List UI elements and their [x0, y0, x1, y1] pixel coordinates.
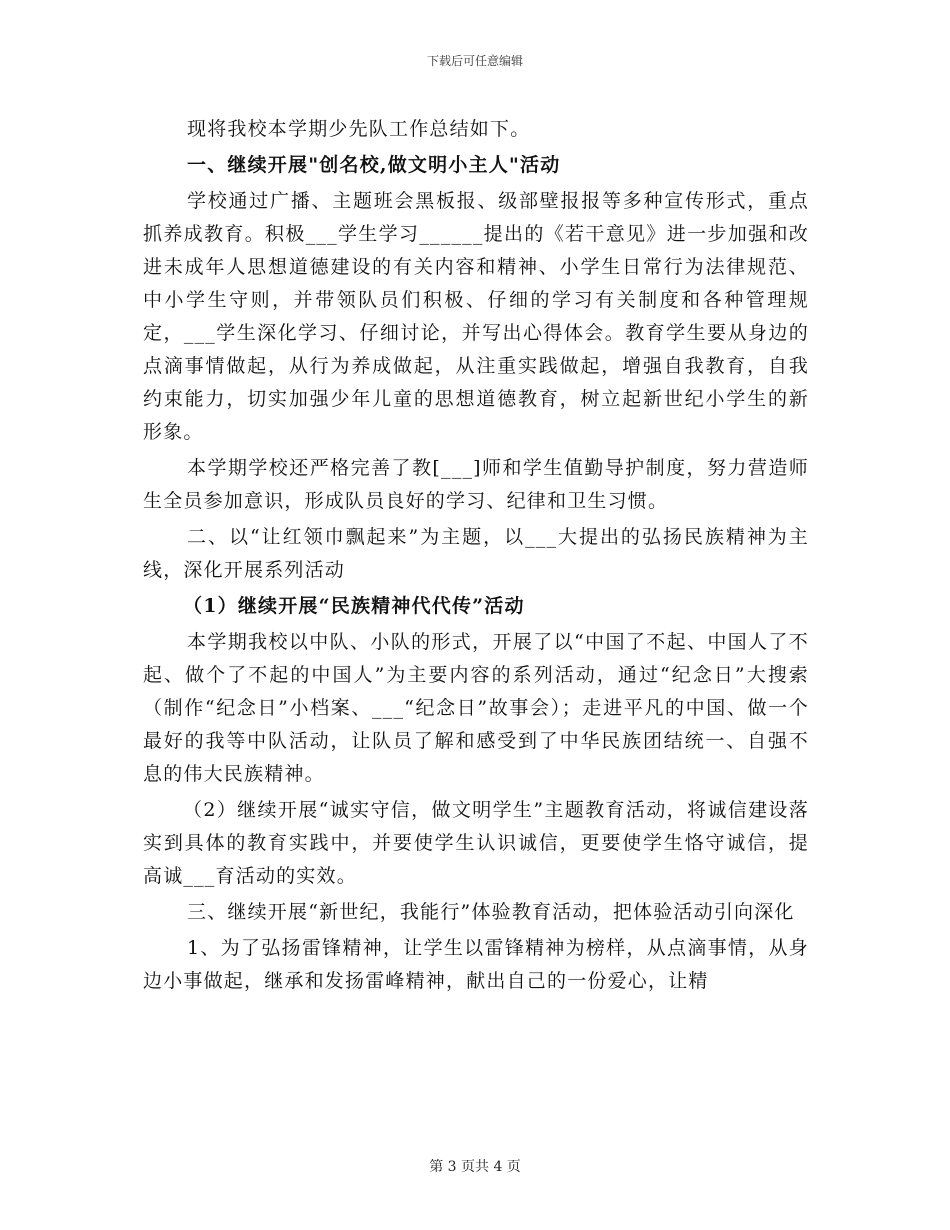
- section-heading-3: 三、继续开展“新世纪，我能行”体验教育活动，把体验活动引向深化: [187, 901, 795, 923]
- body-paragraph: 学校通过广播、主题班会黑板报、级部壁报报等多种宣传形式，重点抓养成教育。积极___学生学习______提出的《若干意见》进一步加强和改进未成年人思想道德建设的有关内容和精神、小学生日常行为法律规范、中小学生守则，并带领队员们积极、仔细的学习有关制度和各种管理规定，___学生深化学习、仔细讨论，并写出心得体会。教育学生要从身边的点滴事情做起，从行为养成做起，从注重实践做起，增强自我教育，自我约束能力，切实加强少年儿童的思想道德教育，树立起新世纪小学生的新形象。: [143, 190, 809, 443]
- page-header: 下载后可任意编辑: [426, 54, 523, 68]
- section-heading-2: 二、以“让红领巾飘起来”为主题，以___大提出的弘扬民族精神为主线，深化开展系列活动: [143, 526, 809, 581]
- section-heading-1: 一、继续开展"创名校,做文明小主人"活动: [187, 154, 561, 176]
- body-paragraph: 1、为了弘扬雷锋精神，让学生以雷锋精神为榜样，从点滴事情，从身边小事做起，继承和发扬雷峰精神，献出自己的一份爱心，让精: [143, 937, 809, 992]
- body-paragraph: 本学期我校以中队、小队的形式，开展了以“中国了不起、中国人了不起、做个了不起的中国人”为主要内容的系列活动，通过“纪念日”大搜索（制作“纪念日”小档案、___“纪念日”故事会）；走进平凡的中国、做一个最好的我等中队活动，让队员了解和感受到了中华民族团结统一、自强不息的伟大民族精神。: [143, 631, 809, 785]
- subsection-paragraph-2: （2）继续开展“诚实守信，做文明学生”主题教育活动，将诚信建设落实到具体的教育实践中，并要使学生认识诚信，更要使学生恪守诚信，提高诚___育活动的实效。: [143, 799, 809, 887]
- body-paragraph: 本学期学校还严格完善了教[___]师和学生值勤导护制度，努力营造师生全员参加意识，形成队员良好的学习、纪律和卫生习惯。: [143, 457, 809, 512]
- subsection-heading-1: （1）继续开展“民族精神代代传”活动: [183, 595, 525, 617]
- document-body: [143, 113, 809, 1001]
- intro-paragraph: 现将我校本学期少先队工作总结如下。: [187, 118, 531, 140]
- page-footer: 第 3 页共 4 页: [429, 1159, 521, 1175]
